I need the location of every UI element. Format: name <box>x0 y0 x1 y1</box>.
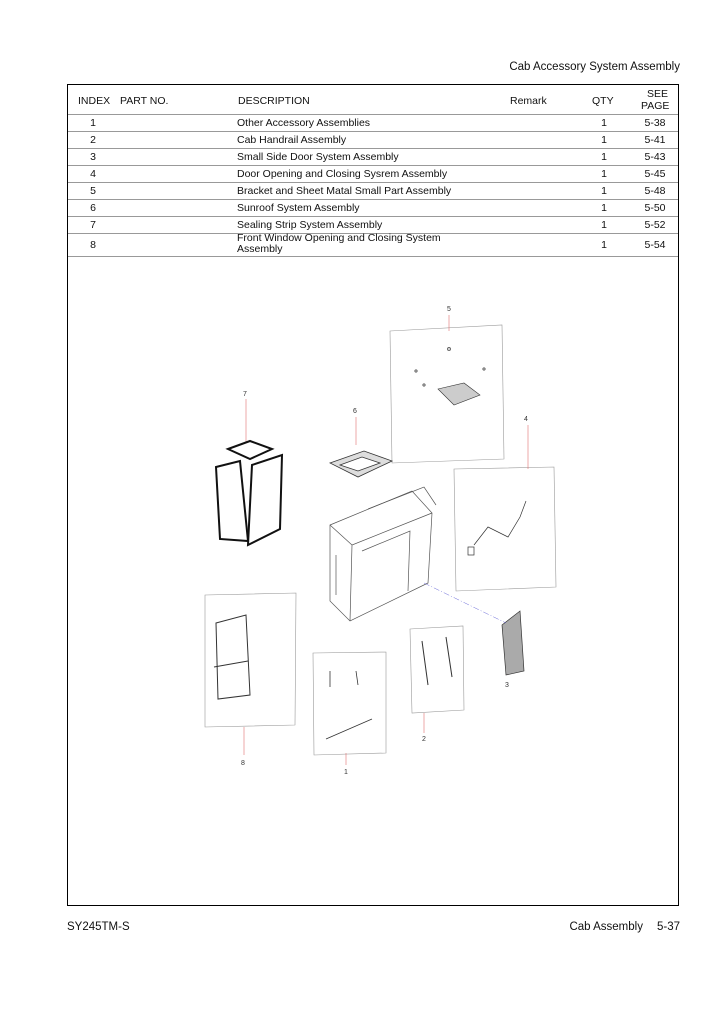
col-header-page: PAGE <box>641 100 670 112</box>
table-row <box>68 233 678 257</box>
row-page: 5-50 <box>644 202 666 214</box>
row-page: 5-45 <box>644 168 666 180</box>
row-page: 5-54 <box>644 239 666 251</box>
callout-6: 6 <box>353 408 357 415</box>
col-header-part-no: PART NO. <box>120 95 169 107</box>
row-index: 3 <box>90 151 96 163</box>
row-index: 5 <box>90 185 96 197</box>
row-qty: 1 <box>601 202 607 214</box>
row-description: Sunroof System Assembly <box>237 202 360 214</box>
table-row <box>68 114 678 132</box>
callout-4: 4 <box>524 416 528 423</box>
col-header-description: DESCRIPTION <box>238 95 310 107</box>
subassembly-4-box <box>454 467 556 591</box>
row-index: 4 <box>90 168 96 180</box>
row-qty: 1 <box>601 151 607 163</box>
parts-frame <box>67 84 679 906</box>
row-index: 1 <box>90 117 96 129</box>
col-header-index: INDEX <box>78 95 111 107</box>
callout-3: 3 <box>505 682 509 689</box>
subassembly-8-box <box>205 593 296 727</box>
footer-page-number: 5-37 <box>656 921 680 933</box>
callout-8: 8 <box>241 760 245 767</box>
footer-section-page <box>555 921 680 933</box>
callout-7: 7 <box>243 391 247 398</box>
row-qty: 1 <box>601 168 607 180</box>
row-page: 5-41 <box>644 134 666 146</box>
table-row <box>68 131 678 149</box>
row-index: 8 <box>90 239 96 251</box>
footer-model: SY245TM-S <box>67 921 130 933</box>
page-header-title: Cab Accessory System Assembly <box>509 61 680 73</box>
row-page: 5-52 <box>644 219 666 231</box>
table-row <box>68 165 678 183</box>
row-page: 5-43 <box>644 151 666 163</box>
row-page: 5-48 <box>644 185 666 197</box>
row-qty: 1 <box>601 239 607 251</box>
row-description: Door Opening and Closing Sysrem Assembly <box>237 168 448 180</box>
row-description: Bracket and Sheet Matal Small Part Assembly <box>237 185 452 197</box>
table-row <box>68 182 678 200</box>
callout-1: 1 <box>344 769 348 776</box>
row-description: Cab Handrail Assembly <box>237 134 347 146</box>
row-description: Small Side Door System Assembly <box>237 151 399 163</box>
row-qty: 1 <box>601 219 607 231</box>
row-page: 5-38 <box>644 117 666 129</box>
col-header-remark: Remark <box>510 95 547 107</box>
row-qty: 1 <box>601 134 607 146</box>
row-description: Front Window Opening and Closing System Assembly <box>237 232 441 255</box>
callout-2: 2 <box>422 736 426 743</box>
row-description: Sealing Strip System Assembly <box>237 219 383 231</box>
row-description: Other Accessory Assemblies <box>237 117 371 129</box>
subassembly-2-box <box>410 626 464 713</box>
table-row <box>68 199 678 217</box>
col-header-see: SEE <box>647 88 669 100</box>
row-index: 7 <box>90 219 96 231</box>
row-qty: 1 <box>601 185 607 197</box>
row-index: 2 <box>90 134 96 146</box>
subassembly-1-box <box>313 652 386 755</box>
row-qty: 1 <box>601 117 607 129</box>
row-index: 6 <box>90 202 96 214</box>
table-row <box>68 148 678 166</box>
cab-exploded-diagram <box>68 255 678 905</box>
callout-5: 5 <box>447 306 451 313</box>
footer-section: Cab Assembly <box>569 921 643 933</box>
col-header-qty: QTY <box>592 95 614 107</box>
